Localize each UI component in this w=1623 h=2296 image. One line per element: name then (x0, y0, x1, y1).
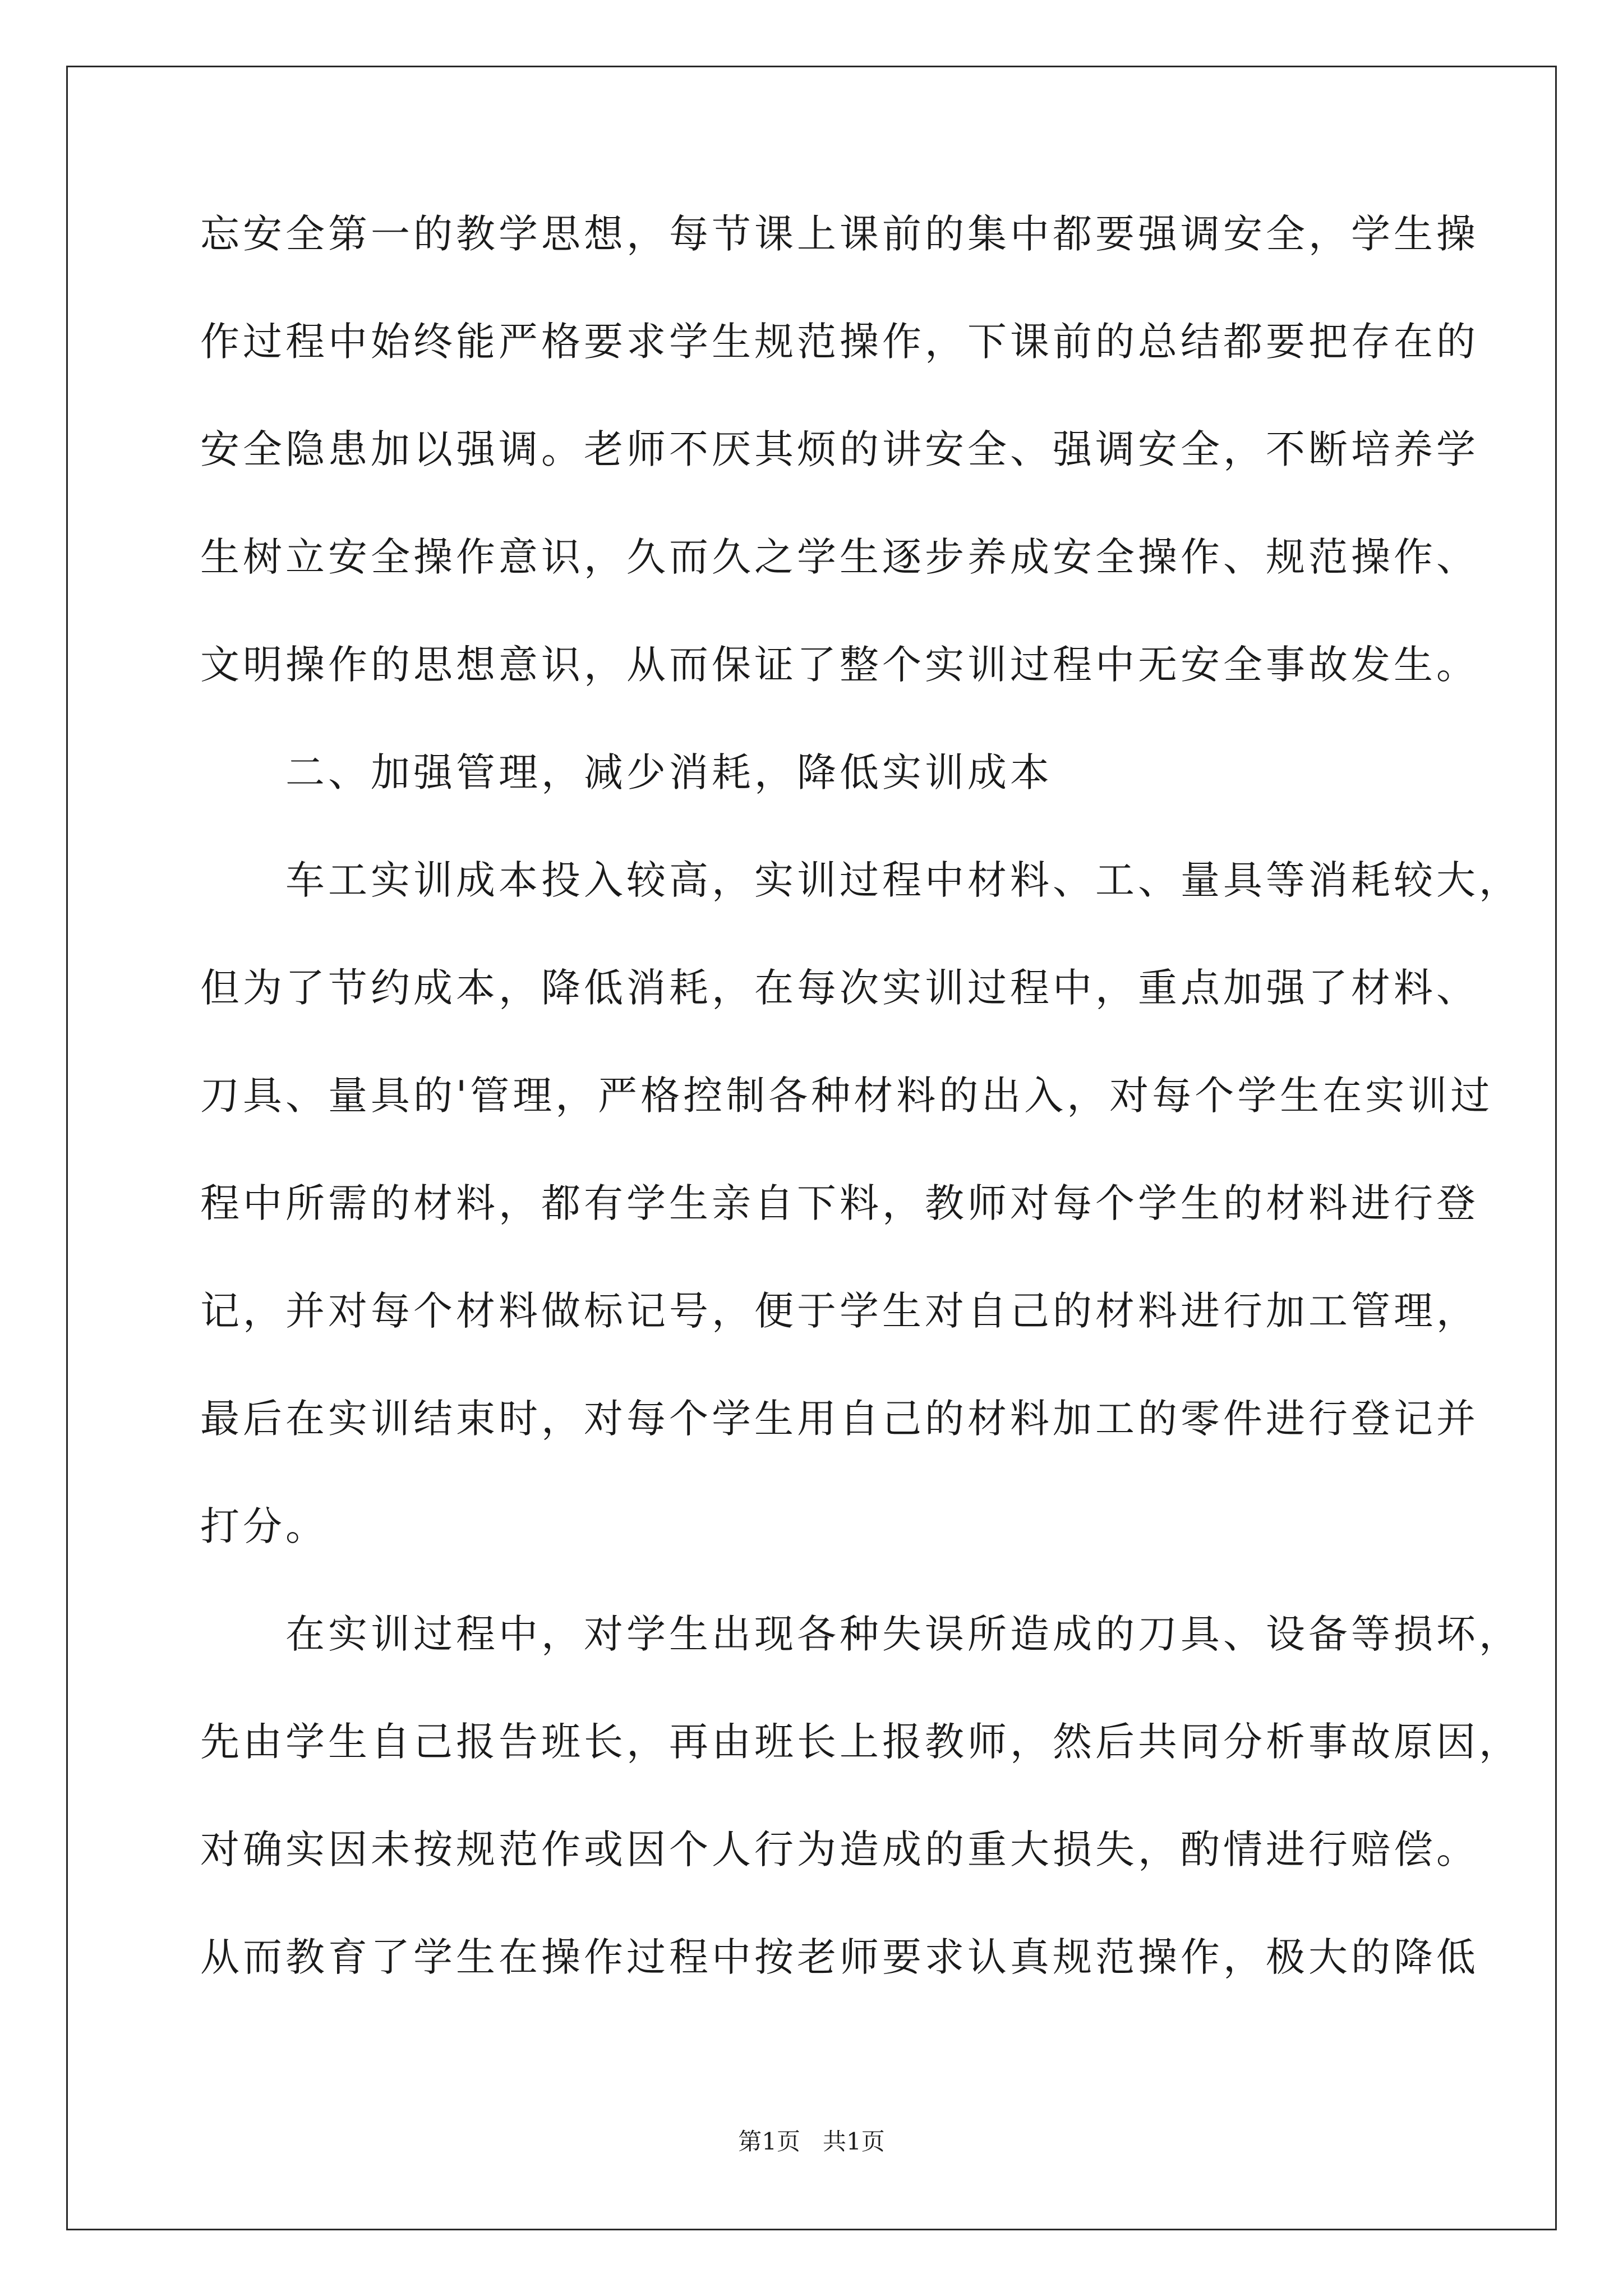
text-line: 打分。 (200, 1503, 328, 1549)
text-line: 记，并对每个材料做标记号，便于学生对自己的材料进行加工管理， (200, 1288, 1479, 1334)
text-line: 在实训过程中，对学生出现各种失误所造成的刀具、设备等损坏， (200, 1611, 1521, 1657)
text-line: 安全隐患加以强调。老师不厌其烦的讲安全、强调安全，不断培养学 (200, 426, 1479, 472)
page-footer (0, 2125, 1623, 2159)
text-line: 刀具、量具的'管理，严格控制各种材料的出入，对每个学生在实训过 (200, 1073, 1493, 1119)
text-line: 先由学生自己报告班长，再由班长上报教师，然后共同分析事故原因， (200, 1719, 1521, 1765)
text-line: 生树立安全操作意识，久而久之学生逐步养成安全操作、规范操作、 (200, 534, 1479, 580)
text-line: 对确实因未按规范作或因个人行为造成的重大损失，酌情进行赔偿。 (200, 1826, 1479, 1872)
section-heading: 二、加强管理，减少消耗，降低实训成本 (200, 749, 1053, 795)
text-line: 但为了节约成本，降低消耗，在每次实训过程中，重点加强了材料、 (200, 965, 1479, 1011)
text-line: 文明操作的思想意识，从而保证了整个实训过程中无安全事故发生。 (200, 642, 1479, 688)
page-total: 共1页 (823, 2128, 885, 2155)
page-number: 第1页 (738, 2128, 800, 2155)
text-line: 最后在实训结束时，对每个学生用自己的材料加工的零件进行登记并 (200, 1396, 1479, 1442)
text-line: 作过程中始终能严格要求学生规范操作，下课前的总结都要把存在的 (200, 319, 1479, 365)
text-line: 从而教育了学生在操作过程中按老师要求认真规范操作，极大的降低 (200, 1934, 1479, 1980)
text-line: 忘安全第一的教学思想，每节课上课前的集中都要强调安全，学生操 (200, 211, 1479, 257)
page-border (66, 66, 1557, 2230)
text-line: 车工实训成本投入较高，实训过程中材料、工、量具等消耗较大， (200, 857, 1521, 903)
text-line: 程中所需的材料，都有学生亲自下料，教师对每个学生的材料进行登 (200, 1180, 1479, 1226)
